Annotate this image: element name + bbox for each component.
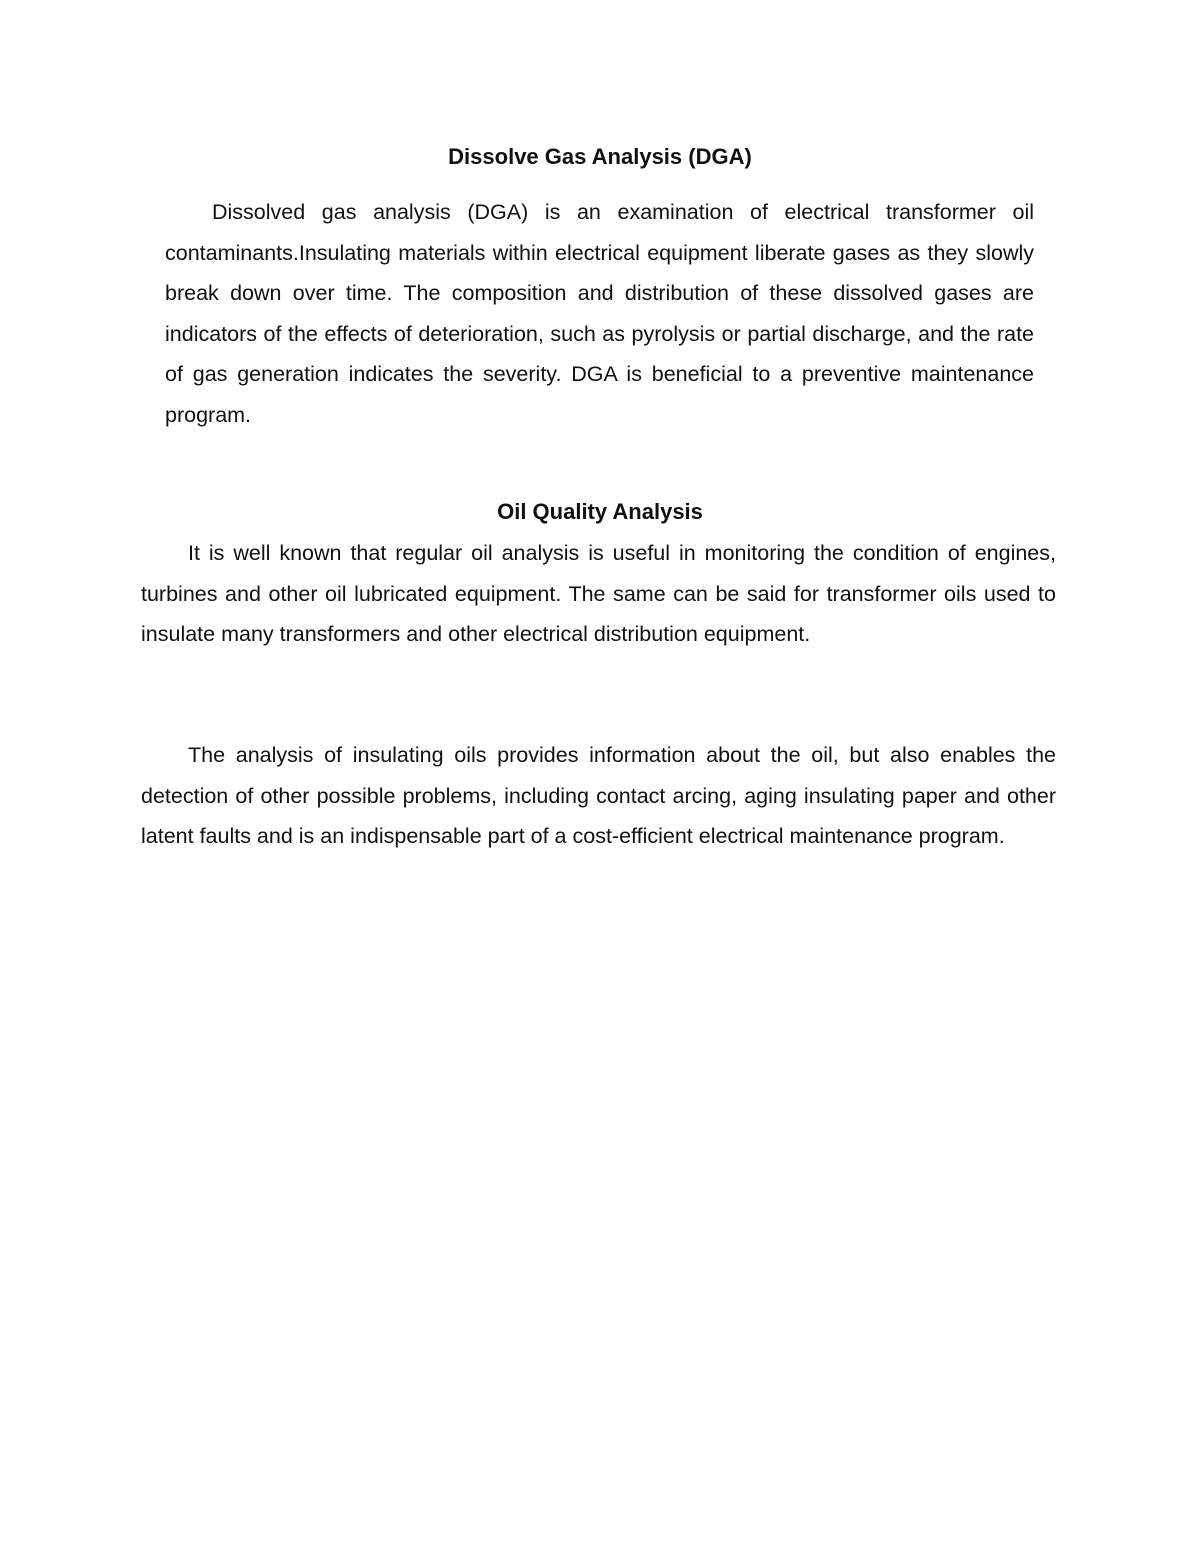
section-heading-oil-quality: Oil Quality Analysis [497, 499, 703, 524]
dga-paragraph: Dissolved gas analysis (DGA) is an examination of electrical transformer oil contaminants.Insulating materials within electrical equipment liberate gases as they slowly break down over time. The composition and distribution of these dissolved gases are indicators of the effects of deterioration, such as pyrolysis or partial discharge, and the rate of gas generation indicates the severity. DGA is beneficial to a preventive maintenance program. [165, 200, 1034, 427]
oil-quality-paragraph-2: The analysis of insulating oils provides information about the oil, but also enables the detection of other possible problems, including contact arcing, aging insulating paper and other latent faults and is an indispensable part of a cost-efficient electrical maintenance program. [141, 743, 1056, 848]
oil-quality-paragraph-1: It is well known that regular oil analysis is useful in monitoring the condition of engines, turbines and other oil lubricated equipment. The same can be said for transformer oils used to insulate many transformers and other electrical distribution equipment. [141, 541, 1056, 646]
section-heading-dga: Dissolve Gas Analysis (DGA) [448, 144, 752, 169]
